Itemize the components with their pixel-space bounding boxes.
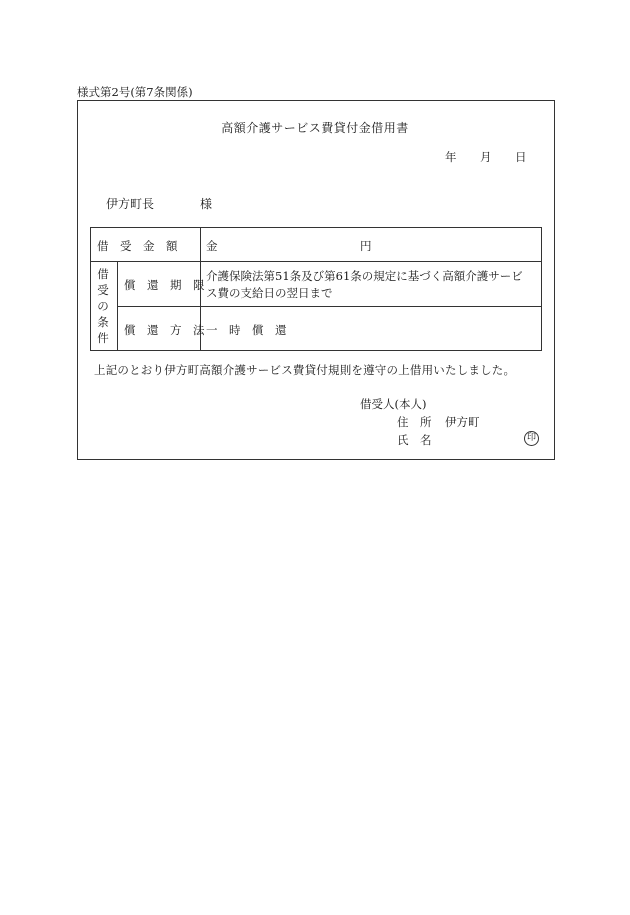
conditions-label-char: 件 — [97, 331, 109, 345]
conditions-label-char: 受 — [97, 283, 109, 297]
amount-label: 借 受 金 額 — [97, 239, 178, 253]
date-day-label: 日 — [515, 150, 527, 164]
document-title: 高額介護サービス費貸付金借用書 — [221, 121, 409, 135]
form-number-label: 様式第2号(第7条関係) — [77, 85, 193, 99]
addressee-honorific: 様 — [200, 197, 213, 211]
conditions-label-char: 借 — [97, 267, 109, 281]
date-month-label: 月 — [480, 150, 492, 164]
borrower-address-value: 伊方町 — [445, 415, 480, 429]
conditions-label-char: 条 — [97, 315, 109, 329]
statement-text: 上記のとおり伊方町高額介護サービス費貸付規則を遵守の上借用いたしました。 — [94, 363, 516, 377]
amount-prefix: 金 — [206, 239, 218, 253]
repayment-period-value-line2: ス費の支給日の翌日まで — [206, 286, 333, 300]
borrower-name-label: 氏 名 — [397, 433, 432, 447]
repayment-period-label: 償 還 期 限 — [124, 278, 205, 292]
table-divider — [117, 306, 542, 307]
addressee-name: 伊方町長 — [106, 197, 155, 211]
table-divider — [117, 261, 118, 351]
borrower-heading: 借受人(本人) — [360, 397, 427, 411]
amount-unit: 円 — [360, 239, 372, 253]
borrower-address-label: 住 所 — [397, 415, 432, 429]
repayment-period-value-line1: 介護保険法第51条及び第61条の規定に基づく高額介護サービ — [206, 269, 523, 283]
repayment-method-label: 償 還 方 法 — [124, 323, 205, 337]
table-divider — [90, 261, 542, 262]
repayment-method-value: 一 時 償 還 — [206, 323, 287, 337]
seal-mark-icon: 印 — [524, 431, 539, 446]
date-year-label: 年 — [445, 150, 457, 164]
conditions-label-char: の — [97, 299, 109, 313]
